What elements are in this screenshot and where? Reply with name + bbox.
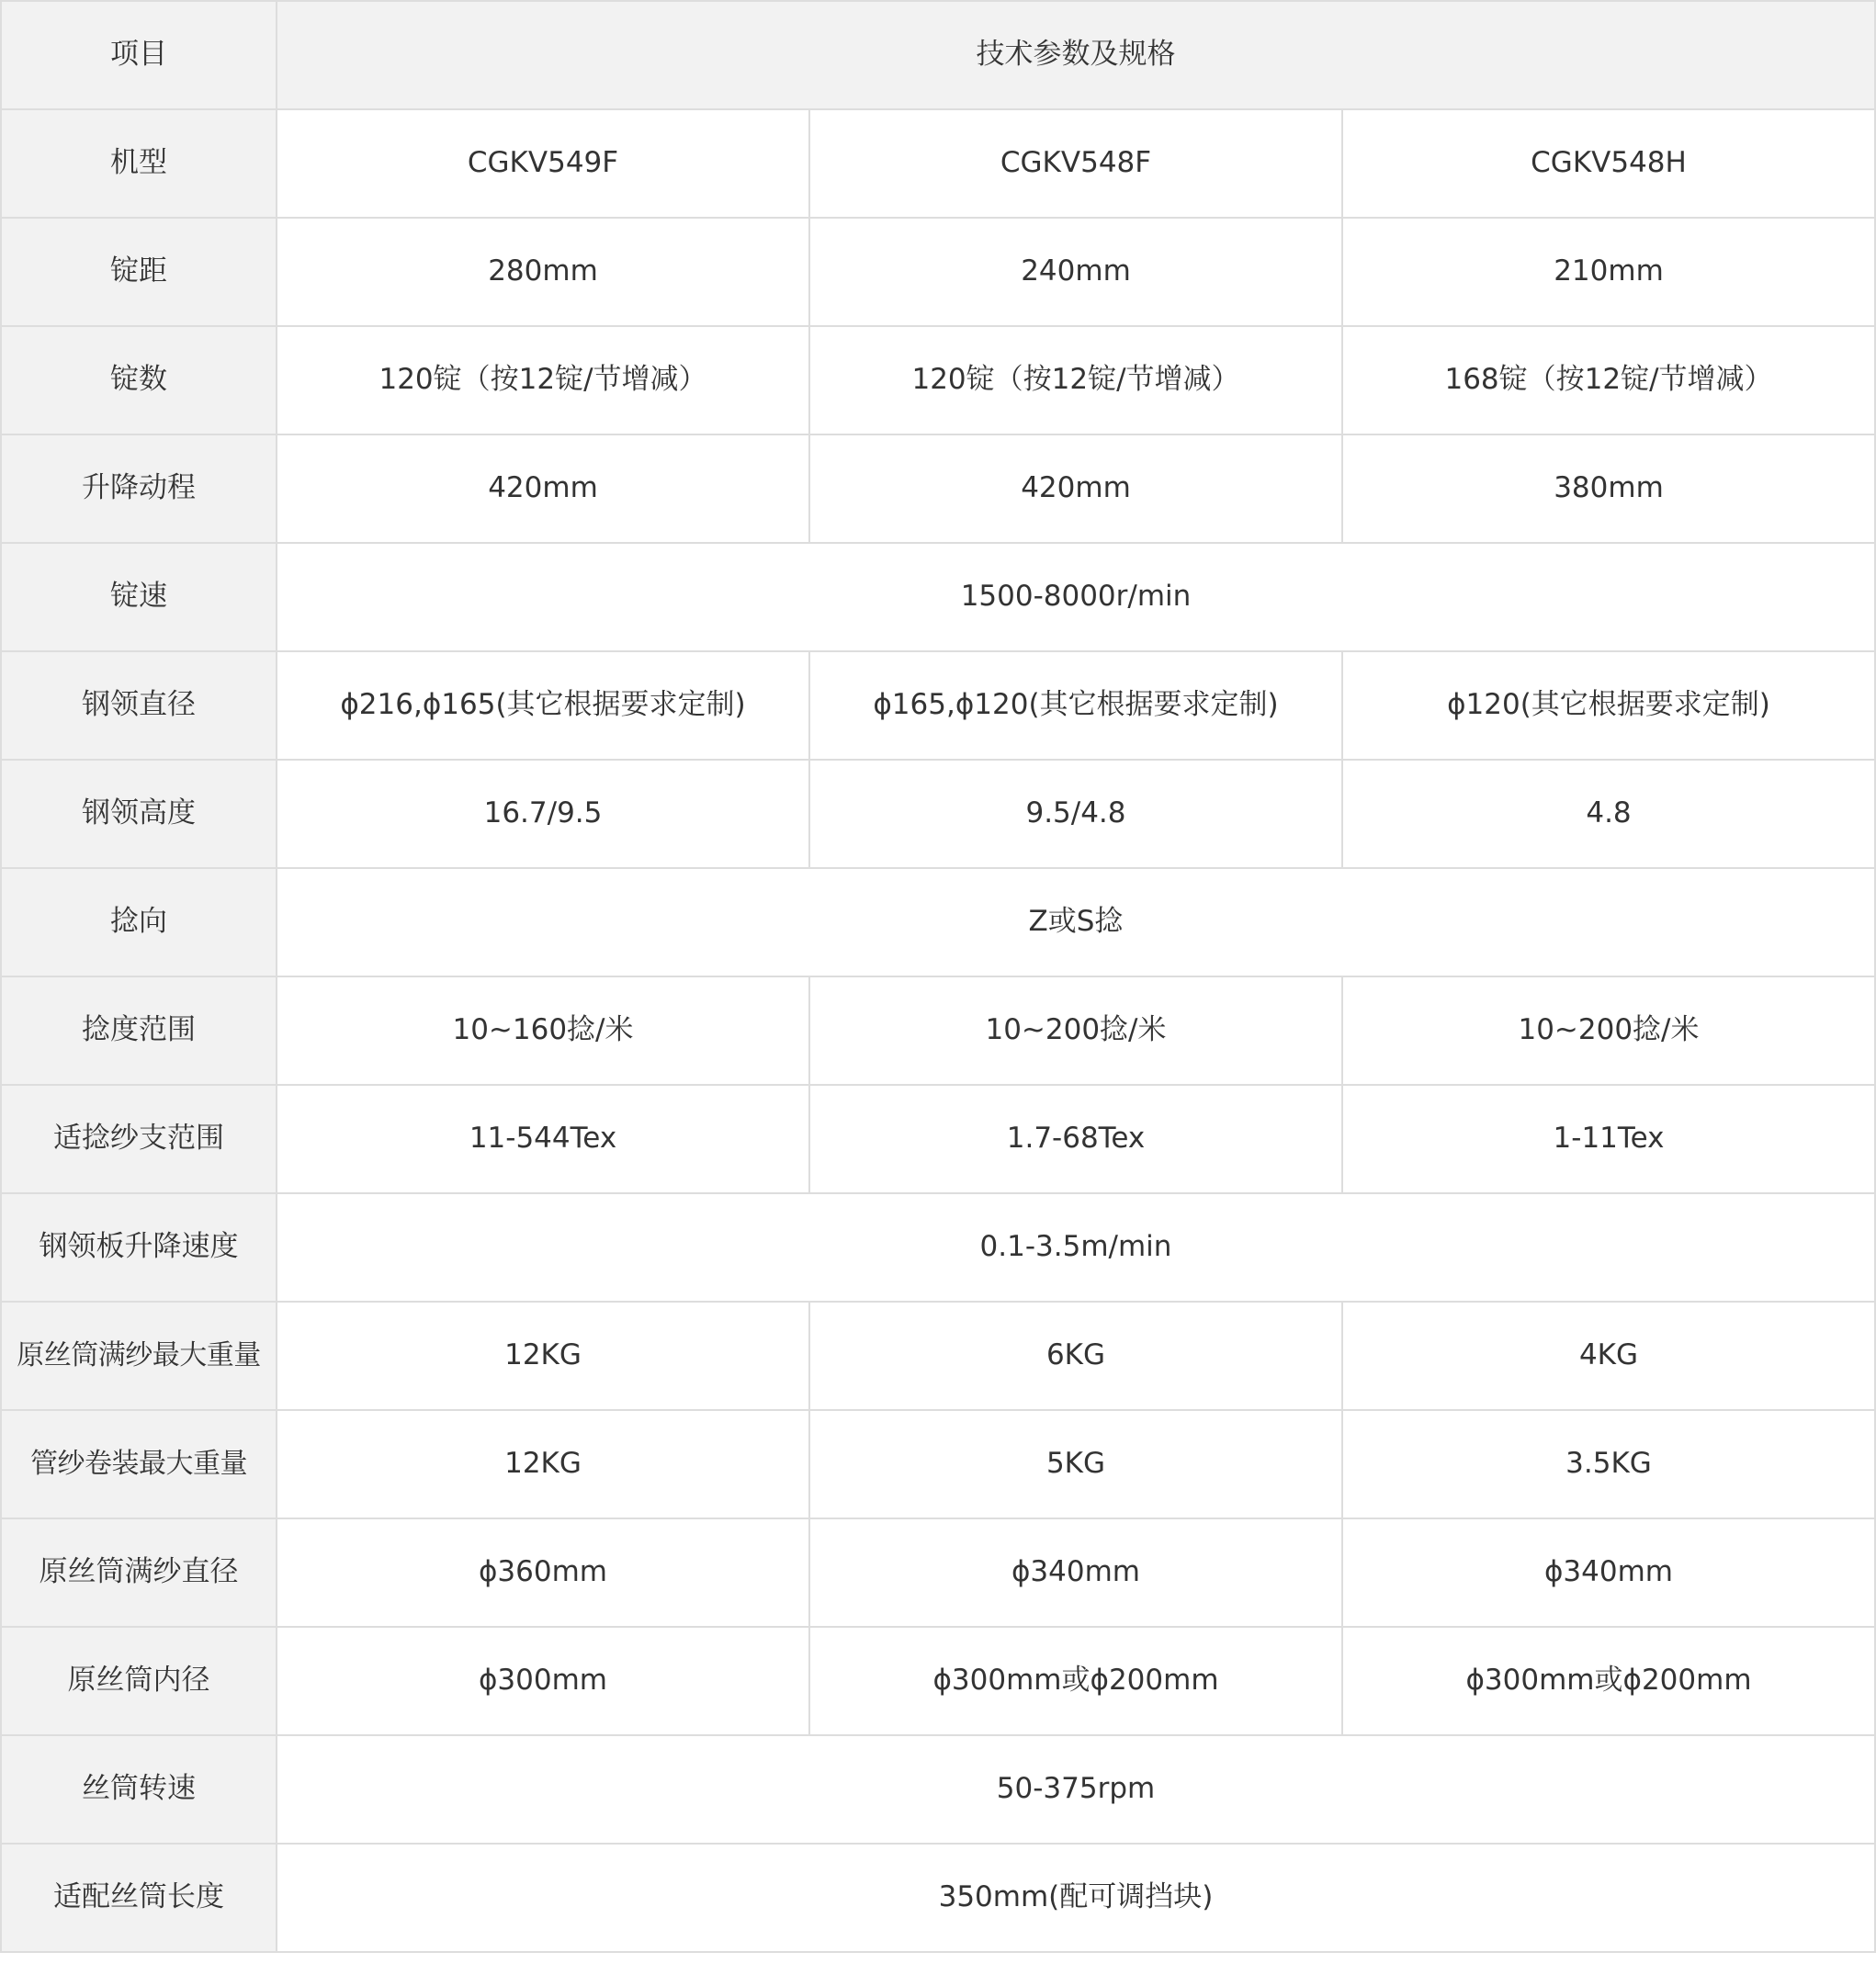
row-value-model-1: ϕ360mm (277, 1518, 809, 1627)
row-value-model-1: ϕ300mm (277, 1627, 809, 1735)
table-row (1, 218, 1875, 326)
row-value-model-2: ϕ340mm (809, 1518, 1342, 1627)
row-label: 原丝筒满纱最大重量 (1, 1302, 277, 1410)
row-value-model-2: 420mm (809, 434, 1342, 543)
table-row (1, 760, 1875, 868)
row-label: 机型 (1, 109, 277, 218)
row-value-model-3: 4KG (1342, 1302, 1875, 1410)
row-value-model-3: 380mm (1342, 434, 1875, 543)
header-spec-label: 技术参数及规格 (277, 1, 1875, 109)
row-label: 捻度范围 (1, 976, 277, 1085)
table-row (1, 868, 1875, 976)
row-label: 适配丝筒长度 (1, 1844, 277, 1952)
table-row (1, 1844, 1875, 1952)
row-value-model-2: 1.7-68Tex (809, 1085, 1342, 1193)
row-value-model-2: 6KG (809, 1302, 1342, 1410)
row-merged-value: Z或S捻 (277, 868, 1875, 976)
row-label: 锭数 (1, 326, 277, 434)
row-value-model-2: 120锭（按12锭/节增减） (809, 326, 1342, 434)
row-value-model-1: 420mm (277, 434, 809, 543)
table-row (1, 651, 1875, 760)
table-row (1, 434, 1875, 543)
table-row (1, 109, 1875, 218)
row-value-model-2: CGKV548F (809, 109, 1342, 218)
row-merged-value: 1500-8000r/min (277, 543, 1875, 651)
row-value-model-2: 5KG (809, 1410, 1342, 1518)
row-label: 适捻纱支范围 (1, 1085, 277, 1193)
table-row (1, 976, 1875, 1085)
row-value-model-3: ϕ300mm或ϕ200mm (1342, 1627, 1875, 1735)
table-row (1, 1085, 1875, 1193)
row-label: 钢领高度 (1, 760, 277, 868)
row-value-model-3: 168锭（按12锭/节增减） (1342, 326, 1875, 434)
row-value-model-2: ϕ300mm或ϕ200mm (809, 1627, 1342, 1735)
header-row (1, 1, 1875, 109)
table-row (1, 1735, 1875, 1844)
row-label: 钢领板升降速度 (1, 1193, 277, 1302)
row-merged-value: 50-375rpm (277, 1735, 1875, 1844)
table-row (1, 543, 1875, 651)
row-value-model-3: 4.8 (1342, 760, 1875, 868)
row-value-model-1: 16.7/9.5 (277, 760, 809, 868)
row-value-model-1: CGKV549F (277, 109, 809, 218)
spec-table-body (1, 1, 1875, 1952)
row-label: 丝筒转速 (1, 1735, 277, 1844)
header-item-label: 项目 (1, 1, 277, 109)
row-label: 原丝筒满纱直径 (1, 1518, 277, 1627)
row-merged-value: 0.1-3.5m/min (277, 1193, 1875, 1302)
row-value-model-1: ϕ216,ϕ165(其它根据要求定制) (277, 651, 809, 760)
row-value-model-2: 9.5/4.8 (809, 760, 1342, 868)
row-label: 钢领直径 (1, 651, 277, 760)
row-value-model-2: ϕ165,ϕ120(其它根据要求定制) (809, 651, 1342, 760)
row-value-model-3: ϕ340mm (1342, 1518, 1875, 1627)
row-label: 原丝筒内径 (1, 1627, 277, 1735)
table-row (1, 1302, 1875, 1410)
row-value-model-1: 12KG (277, 1410, 809, 1518)
row-merged-value: 350mm(配可调挡块) (277, 1844, 1875, 1952)
table-row (1, 1410, 1875, 1518)
row-label: 捻向 (1, 868, 277, 976)
row-label: 升降动程 (1, 434, 277, 543)
row-value-model-1: 10~160捻/米 (277, 976, 809, 1085)
row-value-model-2: 10~200捻/米 (809, 976, 1342, 1085)
row-value-model-1: 120锭（按12锭/节增减） (277, 326, 809, 434)
row-value-model-3: 10~200捻/米 (1342, 976, 1875, 1085)
table-row (1, 1193, 1875, 1302)
row-value-model-1: 11-544Tex (277, 1085, 809, 1193)
row-value-model-3: 210mm (1342, 218, 1875, 326)
table-row (1, 326, 1875, 434)
row-value-model-2: 240mm (809, 218, 1342, 326)
row-value-model-3: 1-11Tex (1342, 1085, 1875, 1193)
row-value-model-1: 280mm (277, 218, 809, 326)
row-label: 管纱卷装最大重量 (1, 1410, 277, 1518)
table-row (1, 1518, 1875, 1627)
row-value-model-3: 3.5KG (1342, 1410, 1875, 1518)
row-label: 锭距 (1, 218, 277, 326)
row-value-model-1: 12KG (277, 1302, 809, 1410)
row-value-model-3: CGKV548H (1342, 109, 1875, 218)
table-row (1, 1627, 1875, 1735)
row-label: 锭速 (1, 543, 277, 651)
row-value-model-3: ϕ120(其它根据要求定制) (1342, 651, 1875, 760)
